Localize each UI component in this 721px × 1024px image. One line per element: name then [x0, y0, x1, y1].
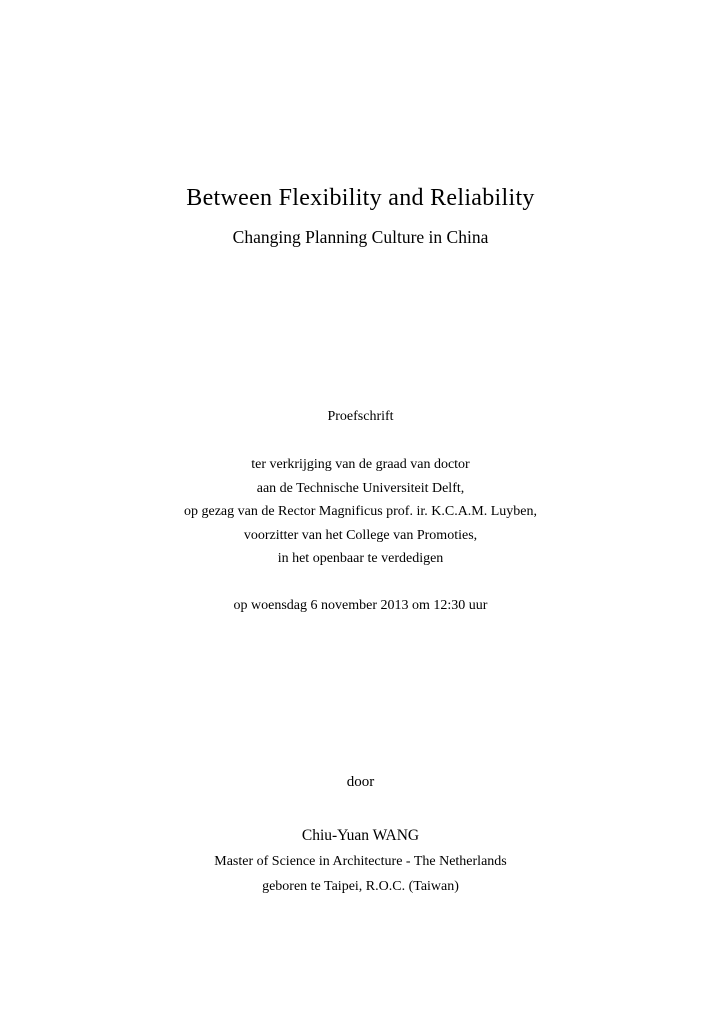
thesis-subtitle: Changing Planning Culture in China: [232, 227, 489, 247]
degree-statement-line: aan de Technische Universiteit Delft,: [256, 480, 465, 496]
author-degree-line: Master of Science in Architecture - The Netherlands: [214, 853, 507, 869]
thesis-title: Between Flexibility and Reliability: [186, 185, 535, 211]
degree-statement-line: voorzitter van het College van Promoties,: [243, 527, 478, 543]
degree-statement-line: in het openbaar te verdedigen: [277, 551, 444, 567]
author-name: Chiu-Yuan WANG: [301, 826, 420, 844]
proefschrift-label: Proefschrift: [327, 409, 394, 424]
author-birthplace-line: geboren te Taipei, R.O.C. (Taiwan): [262, 878, 459, 894]
degree-statement-block: [0, 453, 721, 571]
degree-statement-line: op gezag van de Rector Magnificus prof. ir. K.C.A.M. Luyben,: [183, 504, 538, 520]
degree-statement-line: ter verkrijging van de graad van doctor: [251, 457, 470, 472]
defense-date-line: op woensdag 6 november 2013 om 12:30 uur: [233, 597, 488, 613]
door-label: door: [346, 773, 375, 790]
